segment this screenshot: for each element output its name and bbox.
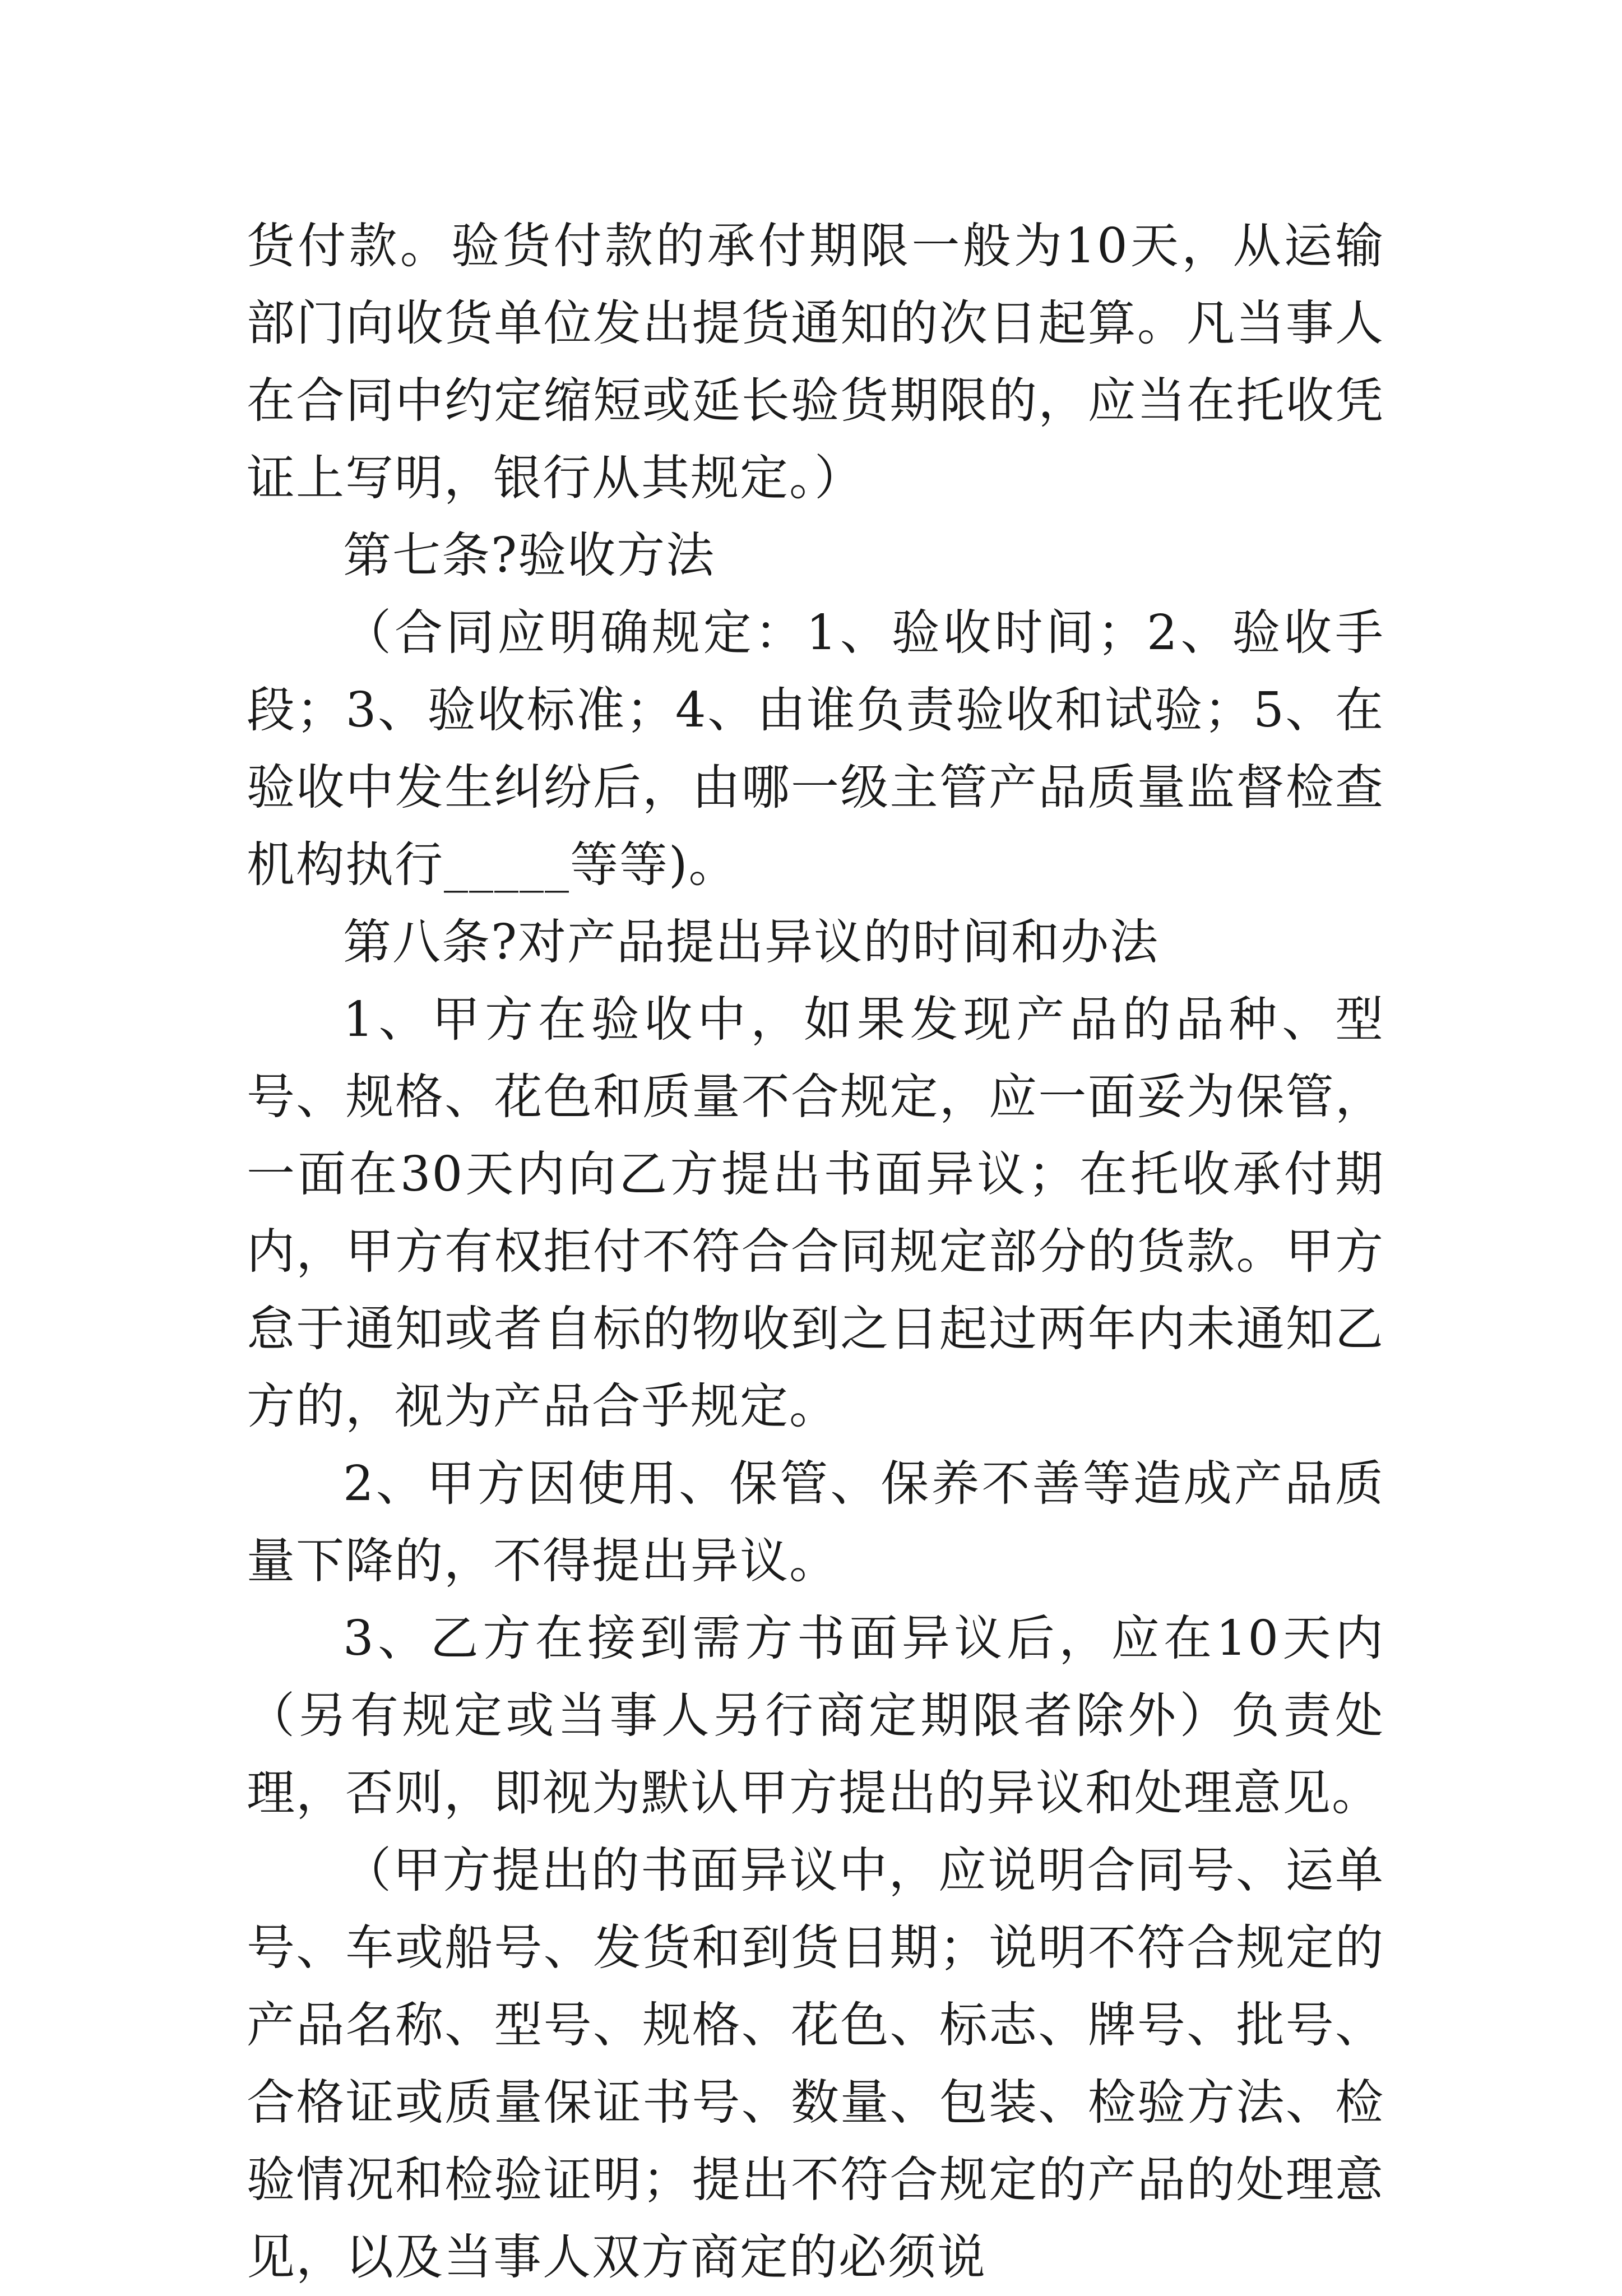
article-7-heading: 第七条?验收方法 <box>343 527 716 584</box>
paragraph-objection-1: 1、甲方在验收中，如果发现产品的品种、型号、规格、花色和质量不合规定，应一面妥为保管，一面在30天内向乙方提出书面异议；在托收承付期内，甲方有权拒付不符合合同规定部分的货款。甲方怠于通知或者自标的物收到之日起过两年内未通知乙方的，视为产品合乎规定。 <box>247 992 1384 1434</box>
paragraph-objection-note: （甲方提出的书面异议中，应说明合同号、运单号、车或船号、发货和到货日期；说明不符合规定的产品名称、型号、规格、花色、标志、牌号、批号、合格证或质量保证书号、数量、包装、检验方法、检验情况和检验证明；提出不符合规定的产品的处理意见，以及当事人双方商定的必须说 <box>247 1843 1384 2285</box>
article-8-heading: 第八条?对产品提出异议的时间和办法 <box>343 914 1160 970</box>
paragraph-objection-2: 2、甲方因使用、保管、保养不善等造成产品质量下降的，不得提出异议。 <box>247 1456 1384 1589</box>
paragraph-objection-3: 3、乙方在接到需方书面异议后，应在10天内（另有规定或当事人另行商定期限者除外）负责处理，否则，即视为默认甲方提出的异议和处理意见。 <box>247 1610 1384 1821</box>
paragraph-payment-continuation: 货付款。验货付款的承付期限一般为10天，从运输部门向收货单位发出提货通知的次日起算。凡当事人在合同中约定缩短或延长验货期限的，应当在托收凭证上写明，银行从其规定。） <box>247 218 1384 506</box>
paragraph-acceptance-method: （合同应明确规定：1、验收时间；2、验收手段；3、验收标准；4、由谁负责验收和试验；5、在验收中发生纠纷后，由哪一级主管产品质量监督检查机构执行_____等等)。 <box>247 605 1384 893</box>
document-body <box>247 207 1384 2296</box>
